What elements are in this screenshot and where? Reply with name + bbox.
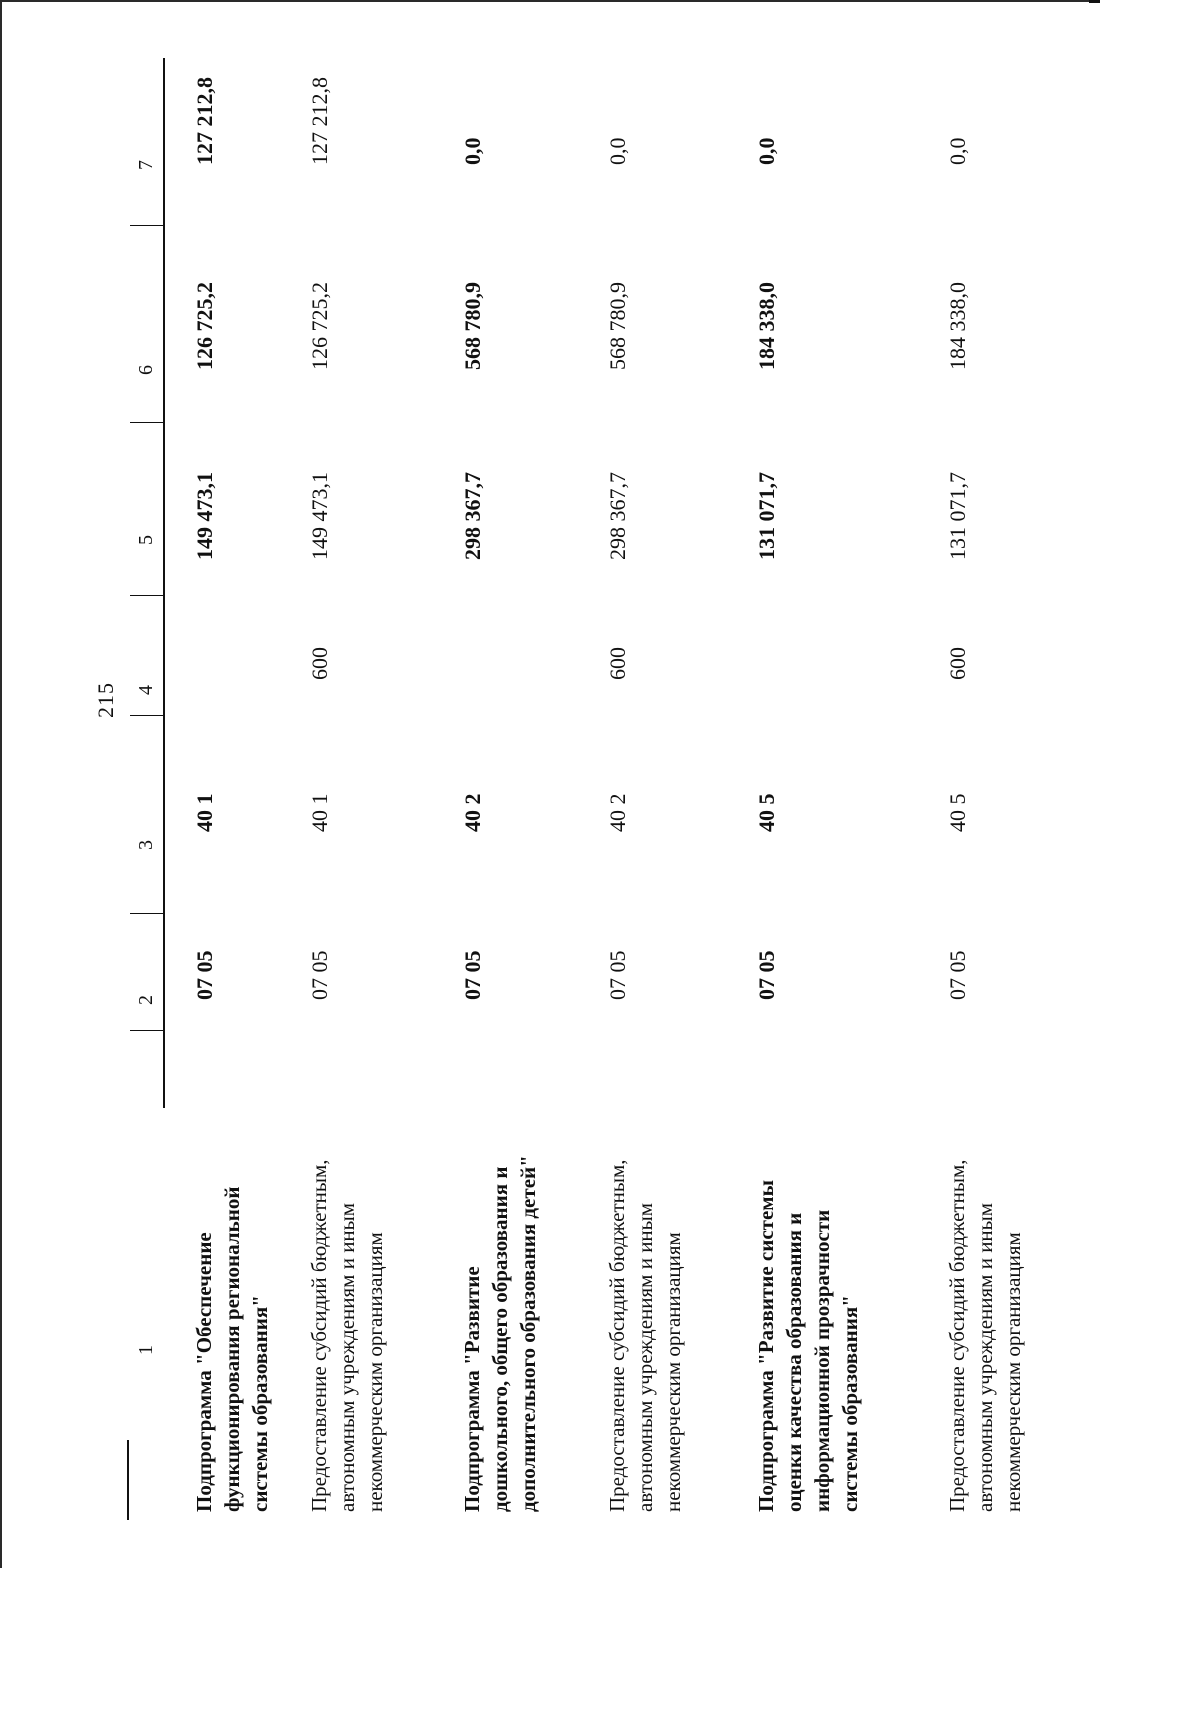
row-6-name: Предоставление субсидий бюджетным, автономным учреждениям и иным некоммерческим организациям [945, 1159, 1025, 1512]
column-header-7: 7 [135, 160, 157, 170]
row-4-name: Предоставление субсидий бюджетным, автономным учреждениям и иным некоммерческим организациям [605, 1159, 685, 1512]
row-1-section: 07 05 [192, 950, 217, 1000]
row-5-v5: 131 071,7 [754, 472, 779, 560]
header-col-divider-2 [130, 913, 164, 914]
row-4-type: 600 [605, 647, 630, 680]
row-5-section: 07 05 [754, 950, 779, 1000]
header-rule-right [163, 58, 165, 1108]
column-header-6: 6 [135, 365, 157, 375]
row-2-type: 600 [307, 647, 332, 680]
row-2-section: 07 05 [307, 950, 332, 1000]
row-2-v5: 149 473,1 [307, 472, 332, 560]
row-6-v5: 131 071,7 [945, 472, 970, 560]
row-3-name: Подпрограмма "Развитие дошкольного, общего образования и дополнительного образования детей" [460, 1155, 540, 1512]
row-2-name: Предоставление субсидий бюджетным, автономным учреждениям и иным некоммерческим организациям [307, 1159, 387, 1512]
row-6-v6: 184 338,0 [945, 282, 970, 370]
row-1-v5: 149 473,1 [192, 472, 217, 560]
row-3-v6: 568 780,9 [460, 282, 485, 370]
row-3-target: 40 2 [460, 793, 485, 832]
row-6-type: 600 [945, 647, 970, 680]
row-5-target: 40 5 [754, 793, 779, 832]
row-5-name: Подпрограмма "Развитие системы оценки качества образования и информационной прозрачности системы образования" [754, 1180, 862, 1512]
column-header-2: 2 [135, 995, 157, 1005]
row-1-target: 40 1 [192, 793, 217, 832]
page-number: 215 [93, 682, 118, 718]
row-2-target: 40 1 [307, 793, 332, 832]
header-col-divider-4 [130, 595, 164, 596]
column-header-3: 3 [135, 840, 157, 850]
row-1-v6: 126 725,2 [192, 282, 217, 370]
row-6-v7: 0,0 [945, 137, 970, 165]
row-2-v7: 127 212,8 [307, 77, 332, 165]
scan-edge-left [0, 0, 2, 1568]
row-3-v5: 298 367,7 [460, 472, 485, 560]
row-1-name: Подпрограмма "Обеспечение функционирования региональной системы образования" [192, 1186, 272, 1512]
header-col-divider-5 [130, 422, 164, 423]
row-4-v7: 0,0 [605, 137, 630, 165]
row-4-section: 07 05 [605, 950, 630, 1000]
column-header-4: 4 [135, 685, 157, 695]
row-3-section: 07 05 [460, 950, 485, 1000]
row-4-v6: 568 780,9 [605, 282, 630, 370]
column-header-5: 5 [135, 535, 157, 545]
row-3-v7: 0,0 [460, 137, 485, 165]
scan-edge-corner [1089, 0, 1100, 3]
row-2-v6: 126 725,2 [307, 282, 332, 370]
column-header-1: 1 [135, 1345, 157, 1355]
row-5-v7: 0,0 [754, 137, 779, 165]
row-4-v5: 298 367,7 [605, 472, 630, 560]
row-6-section: 07 05 [945, 950, 970, 1000]
row-4-target: 40 2 [605, 793, 630, 832]
header-rule-left [127, 1440, 129, 1520]
row-6-target: 40 5 [945, 793, 970, 832]
row-5-v6: 184 338,0 [754, 282, 779, 370]
header-col-divider-6 [130, 225, 164, 226]
scan-edge-top [0, 0, 1100, 2]
row-1-v7: 127 212,8 [192, 77, 217, 165]
